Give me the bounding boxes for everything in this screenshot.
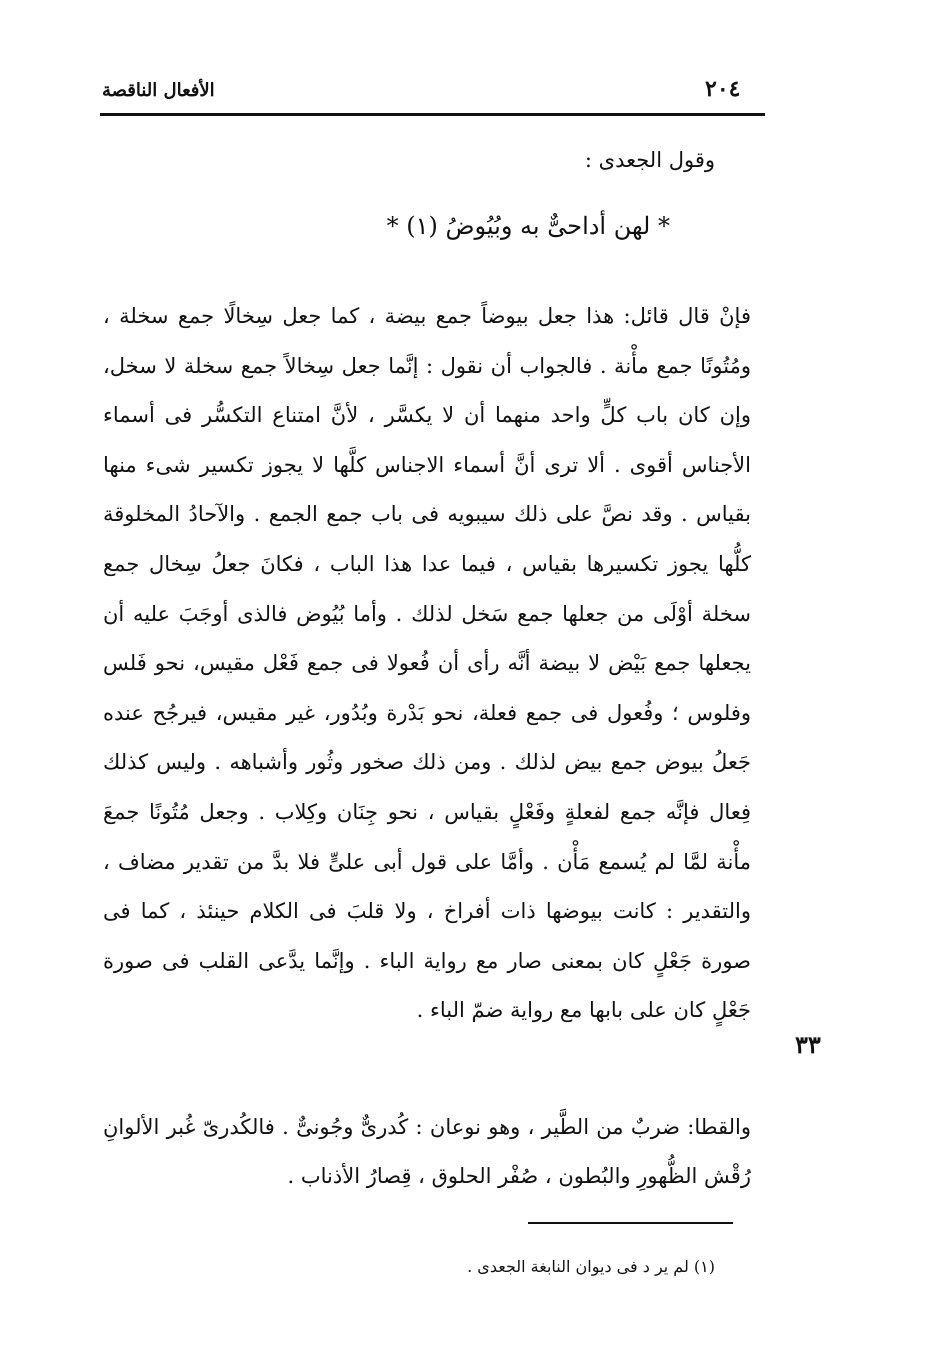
intro-line: وقول الجعدى : [584, 148, 715, 172]
verse: * لهن أداحىٌّ به وبُيُوضُ (١) * [386, 212, 670, 240]
paragraph-2: والقطا: ضربٌ من الطَّير ، وهو نوعان : كُدرىٌّ وجُونىٌّ . فالكُدرىّ غُبر الألوانِ رُقْش الظُّهورِ والبُطون ، صُفْر الحلوق ، قِصارُ الأذناب . [103, 1115, 751, 1188]
footnote: (١) لم ير د فى ديوان النابغة الجعدى . [467, 1257, 715, 1276]
header-rule [100, 113, 765, 116]
running-title: الأفعال الناقصة [102, 80, 215, 101]
footnote-rule [528, 1222, 733, 1224]
page-number: ٢٠٤ [705, 76, 741, 102]
margin-number: ٣٣ [795, 1030, 821, 1059]
paragraph-1: فإنْ قال قائل: هذا جعل بيوضاً جمع بيضة ، كما جعل سِخالًا جمع سخلة ، ومُتُونًا جمع مأْنة . فالجواب أن نقول : إنَّما جعل سِخالاً جمع سخلة لا سخل، وإن كان باب كلٍّ واحد منهما أن لا يكسَّر ، لأنَّ امتناع التكسُّر فى أسماء الأجناس أقوى . ألا ترى أنَّ أسماء الاجناس كلَّها لا يجوز تكسير شىء منها بقياس . وقد نصَّ على ذلك سيبويه فى باب جمع الجمع . والآحادُ المخلوقة كلُّها يجوز تكسيرها بقياس ، فيما عدا هذا الباب ، فكانَ جعلُ سِخال جمع سخلة أوْلَى من جعلها جمع سَخل لذلك . وأما بُيُوض فالذى أوجَبَ عليه أن يجعلها جمع بَيْض لا بيضة أنَّه رأى أن فُعولا فى جمع فَعْل مقيس، نحو فَلس وفلوس ؛ وفُعول فى جمع فعلة، نحو بَدْرة وبُدُور، غير مقيس، فيرجُح عنده جَعلُ بيوض جمع بيض لذلك . ومن ذلك صخور وثُور وأشباهه . وليس كذلك فِعال فإنَّه جمع لفعلةٍ وفَعْلٍ بقياس ، نحو جِنَان وكِلاب . وجعل مُتُونًا جمعَ مأْنة لمَّا لم يُسمع مَأْن . وأمَّا على قول أبى علىٍّ فلا بدَّ من تقدير مضاف ، والتقدير : كانت بيوضها ذات أفراخ ، ولا قلبَ فى الكلام حينئذ ، كما فى صورة جَعْلٍ كان بمعنى صار مع رواية الباء . وإنَّما يدَّعى القلب فى صورة جَعْلٍ كان على بابها مع رواية ضمّ الباء . [103, 304, 751, 1023]
